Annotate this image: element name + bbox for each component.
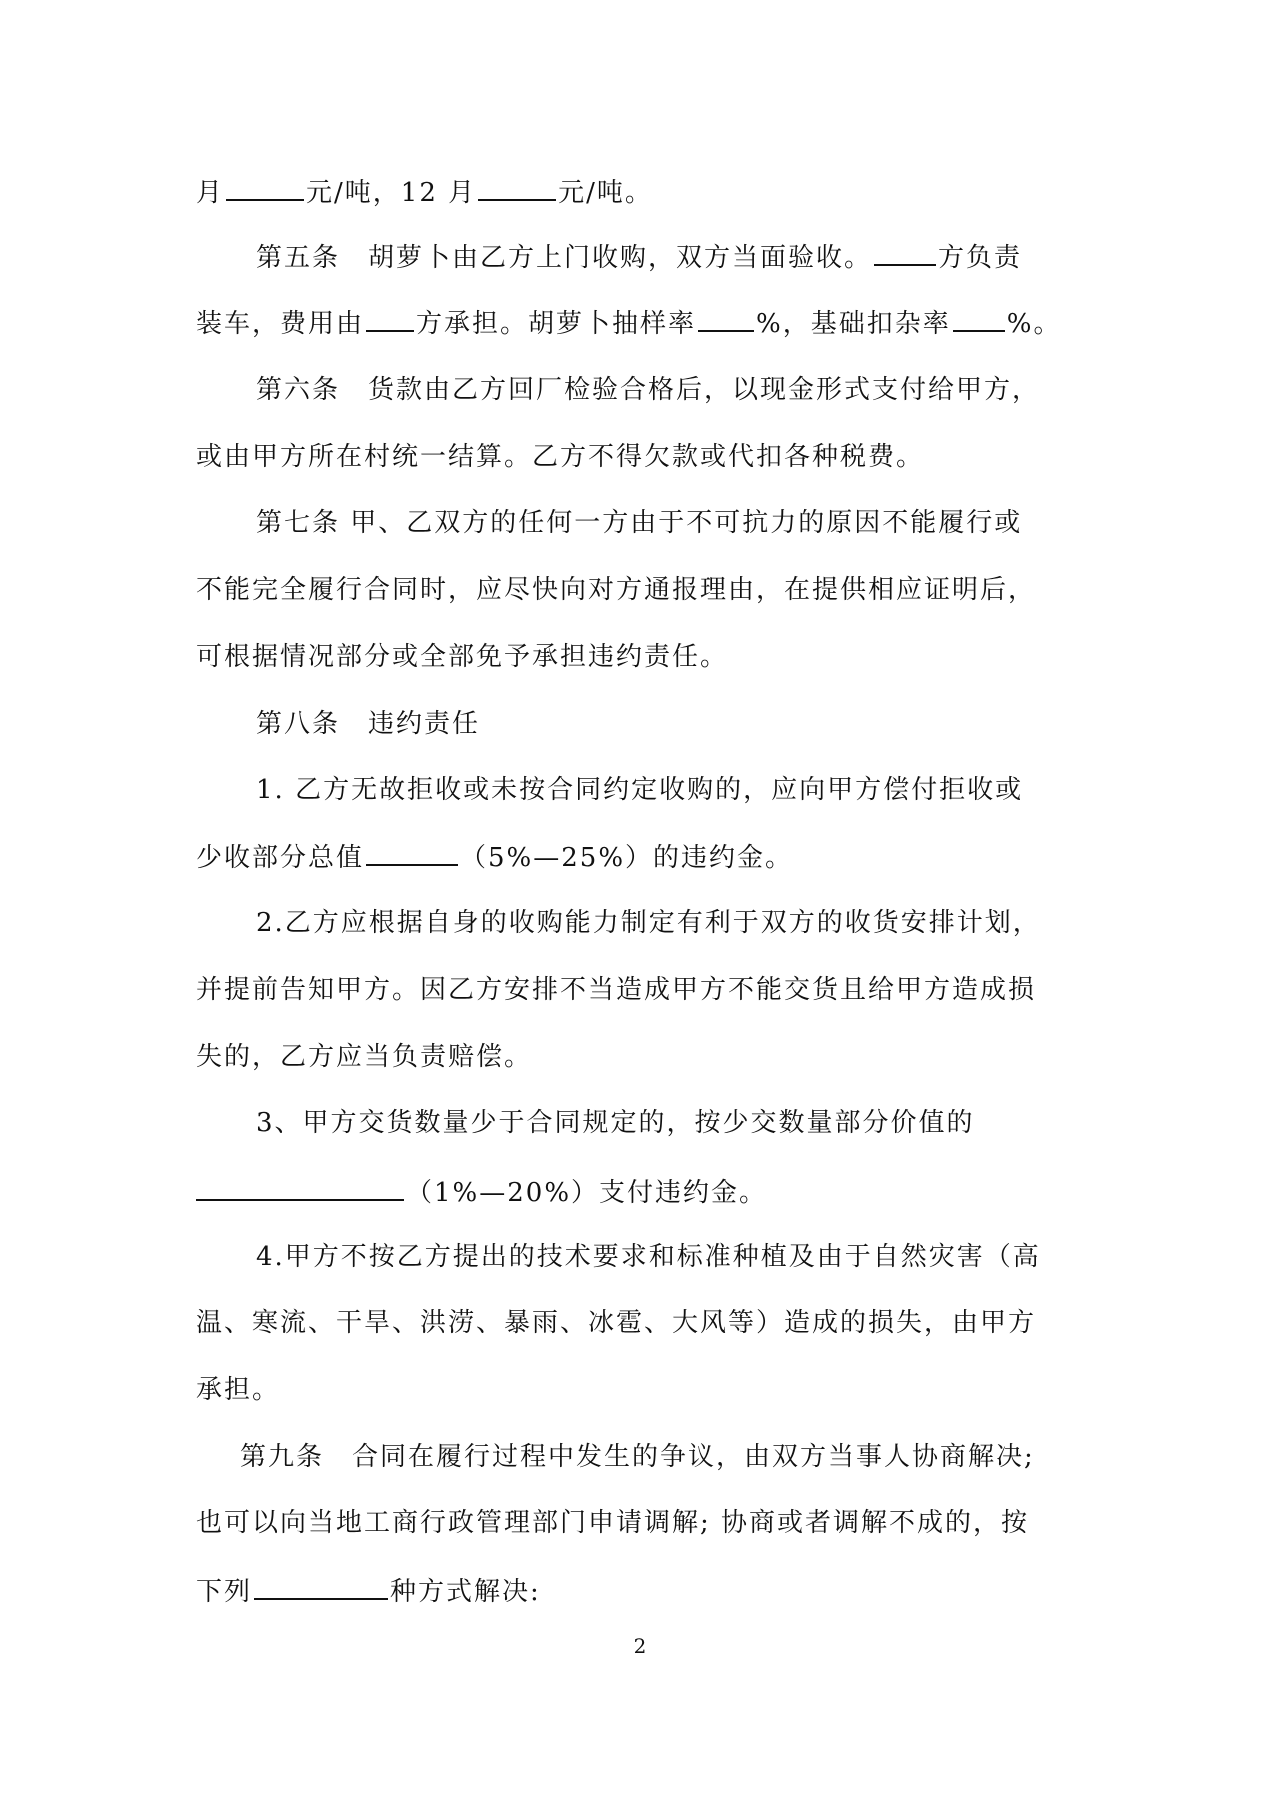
text-segment: 承担。 (196, 1375, 281, 1405)
text-segment: %。 (1006, 309, 1062, 339)
text-segment: 或由甲方所在村统一结算。乙方不得欠款或代扣各种税费。 (196, 442, 925, 472)
fill-blank (196, 1171, 404, 1201)
text-segment: 第九条 合同在履行过程中发生的争议，由双方当事人协商解决; (240, 1442, 1035, 1472)
text-segment: 也可以向当地工商行政管理部门申请调解; 协商或者调解不成的，按 (196, 1508, 1030, 1538)
text-line (196, 171, 653, 211)
text-line (256, 770, 1023, 810)
text-segment: 第七条 甲、乙双方的任何一方由于不可抗力的原因不能履行或 (256, 508, 1023, 538)
text-segment: 方承担。胡萝卜抽样率 (416, 309, 697, 339)
text-segment: %，基础扣杂率 (756, 309, 951, 339)
text-line (196, 970, 1036, 1010)
page-number: 2 (633, 1634, 647, 1658)
text-segment: 第六条 货款由乙方回厂检验合格后，以现金形式支付给甲方， (256, 375, 1041, 405)
fill-blank (698, 302, 754, 332)
fill-blank (366, 302, 414, 332)
text-segment: 不能完全履行合同时，应尽快向对方通报理由，在提供相应证明后， (196, 575, 1037, 605)
text-line (196, 1370, 280, 1410)
text-segment: 3、甲方交货数量少于合同规定的，按少交数量部分价值的 (256, 1108, 975, 1138)
text-segment: 装车，费用由 (196, 309, 365, 339)
text-segment: 第八条 违约责任 (256, 709, 481, 739)
text-segment: 4.甲方不按乙方提出的技术要求和标准种植及由于自然灾害（高 (256, 1242, 1041, 1272)
text-segment: 失的，乙方应当负责赔偿。 (196, 1042, 533, 1072)
text-line (256, 1237, 1041, 1277)
text-line (196, 836, 793, 876)
text-line (256, 236, 1022, 276)
text-line (256, 370, 1040, 410)
text-segment: 月 (196, 178, 225, 208)
text-segment: 元/吨，12 月 (306, 178, 477, 208)
text-line (256, 903, 1041, 943)
text-line (196, 302, 1061, 342)
text-segment: 1. 乙方无故拒收或未按合同约定收购的，应向甲方偿付拒收或 (256, 775, 1024, 805)
text-line (196, 1037, 532, 1077)
text-segment: （1%—20%）支付违约金。 (406, 1178, 768, 1208)
fill-blank (953, 302, 1005, 332)
fill-blank (366, 836, 458, 866)
text-segment: 元/吨。 (558, 178, 653, 208)
text-line (196, 437, 924, 477)
text-segment: 下列 (196, 1577, 253, 1607)
fill-blank (874, 236, 936, 266)
text-segment: 第五条 胡萝卜由乙方上门收购，双方当面验收。 (256, 243, 873, 273)
text-segment: （5%—25%）的违约金。 (460, 843, 794, 873)
text-segment: 并提前告知甲方。因乙方安排不当造成甲方不能交货且给甲方造成损 (196, 975, 1037, 1005)
text-line (196, 1570, 541, 1610)
section-heading (256, 704, 480, 744)
text-line (196, 1171, 767, 1211)
fill-blank (226, 171, 304, 201)
text-line (256, 503, 1022, 543)
text-segment: 种方式解决: (390, 1577, 541, 1607)
text-line (256, 1103, 975, 1143)
text-line (196, 1303, 1036, 1343)
text-segment: 方负责 (938, 243, 1023, 273)
text-line (240, 1437, 1035, 1477)
text-segment: 少收部分总值 (196, 843, 365, 873)
text-segment: 温、寒流、干旱、洪涝、暴雨、冰雹、大风等）造成的损失，由甲方 (196, 1308, 1037, 1338)
text-line (196, 637, 728, 677)
text-segment: 可根据情况部分或全部免予承担违约责任。 (196, 642, 729, 672)
text-line (196, 570, 1036, 610)
text-segment: 2.乙方应根据自身的收购能力制定有利于双方的收货安排计划， (256, 908, 1041, 938)
fill-blank (254, 1570, 388, 1600)
text-line (196, 1503, 1029, 1543)
fill-blank (478, 171, 556, 201)
